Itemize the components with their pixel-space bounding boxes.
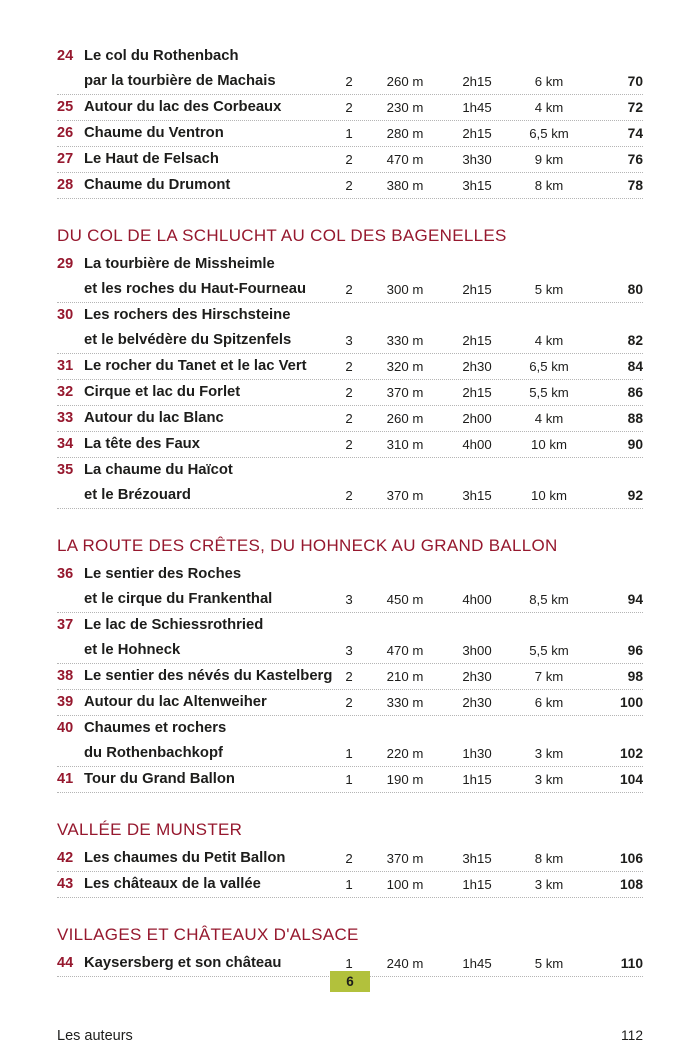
elevation-value: 260 m (386, 74, 424, 89)
toc-row (57, 121, 643, 147)
elevation-value: 370 m (386, 385, 424, 400)
hike-title-line: par la tourbière de Machais (84, 73, 276, 89)
hike-title (84, 303, 330, 353)
section-heading: VILLAGES ET CHÂTEAUX D'ALSACE (57, 925, 359, 944)
distance-value: 10 km (531, 437, 567, 452)
difficulty-value: 2 (345, 282, 353, 297)
footer-page-ref: 112 (621, 1028, 643, 1043)
elevation-value: 330 m (386, 695, 424, 710)
toc-section (57, 226, 643, 509)
page-ref: 104 (619, 772, 643, 787)
page-ref: 82 (627, 333, 643, 348)
toc-row (57, 95, 643, 121)
page-ref: 102 (619, 746, 643, 761)
page-ref: 78 (627, 178, 643, 193)
difficulty-value: 2 (345, 152, 353, 167)
hike-title-line: et le cirque du Frankenthal (84, 591, 273, 607)
toc-row (57, 690, 643, 716)
duration-value: 4h00 (462, 592, 492, 607)
hike-number: 31 (57, 358, 74, 374)
duration-value: 2h30 (462, 669, 492, 684)
elevation-value: 220 m (386, 746, 424, 761)
distance-value: 4 km (534, 100, 564, 115)
page-ref: 106 (619, 851, 643, 866)
distance-value: 6,5 km (529, 126, 569, 141)
toc-row (57, 458, 643, 509)
footer-label: Les auteurs (57, 1028, 133, 1044)
toc-row (57, 767, 643, 793)
hike-title (84, 173, 330, 198)
distance-value: 6 km (534, 74, 564, 89)
toc-sections (57, 44, 643, 977)
page-number-badge: 6 (330, 971, 370, 992)
difficulty-value: 3 (345, 592, 353, 607)
hike-title-line: du Rothenbachkopf (84, 745, 223, 761)
page-ref: 98 (627, 669, 643, 684)
hike-title (84, 458, 330, 508)
toc-row (57, 303, 643, 354)
difficulty-value: 2 (345, 359, 353, 374)
hike-title (84, 690, 330, 715)
page-ref: 84 (627, 359, 643, 374)
hike-title-line: La chaume du Haïcot (84, 462, 233, 478)
toc-row (57, 354, 643, 380)
page-ref: 92 (627, 488, 643, 503)
hike-title-line: Tour du Grand Ballon (84, 771, 235, 787)
difficulty-value: 2 (345, 851, 353, 866)
elevation-value: 470 m (386, 152, 424, 167)
hike-number: 34 (57, 436, 74, 452)
difficulty-value: 2 (345, 669, 353, 684)
duration-value: 1h30 (462, 746, 492, 761)
duration-value: 2h30 (462, 359, 492, 374)
page-ref: 96 (627, 643, 643, 658)
page-ref: 110 (620, 956, 643, 971)
elevation-value: 310 m (386, 437, 424, 452)
hike-title-line: Les rochers des Hirschsteine (84, 307, 291, 323)
hike-title (84, 380, 330, 405)
difficulty-value: 1 (345, 956, 353, 971)
hike-title (84, 95, 330, 120)
duration-value: 3h15 (462, 488, 492, 503)
page-badge-container (0, 971, 700, 992)
distance-value: 4 km (534, 333, 564, 348)
page-ref: 76 (627, 152, 643, 167)
toc-row (57, 147, 643, 173)
hike-number: 25 (57, 99, 74, 115)
hike-number: 42 (57, 850, 74, 866)
hike-number: 36 (57, 566, 74, 582)
difficulty-value: 1 (345, 746, 353, 761)
duration-value: 2h00 (462, 411, 492, 426)
hike-number: 29 (57, 256, 74, 272)
footer-row (57, 1023, 643, 1049)
distance-value: 6 km (534, 695, 564, 710)
difficulty-value: 2 (345, 74, 353, 89)
difficulty-value: 2 (345, 437, 353, 452)
elevation-value: 100 m (386, 877, 424, 892)
hike-title-line: Autour du lac Altenweiher (84, 694, 267, 710)
duration-value: 2h15 (462, 385, 492, 400)
hike-title (84, 147, 330, 172)
hike-number: 28 (57, 177, 74, 193)
toc-row (57, 613, 643, 664)
hike-number: 33 (57, 410, 74, 426)
distance-value: 10 km (531, 488, 567, 503)
hike-title (84, 44, 330, 94)
hike-number: 43 (57, 876, 74, 892)
hike-title-line: Le rocher du Tanet et le lac Vert (84, 358, 307, 374)
hike-number: 44 (57, 955, 74, 971)
difficulty-value: 1 (345, 772, 353, 787)
duration-value: 1h15 (462, 877, 492, 892)
difficulty-value: 1 (345, 877, 353, 892)
page-ref: 90 (627, 437, 643, 452)
elevation-value: 330 m (386, 333, 424, 348)
hike-title (84, 872, 330, 897)
hike-number: 41 (57, 771, 74, 787)
hike-title (84, 354, 330, 379)
distance-value: 6,5 km (529, 359, 569, 374)
page-ref: 94 (627, 592, 643, 607)
toc-row (57, 380, 643, 406)
hike-title-line: et le Brézouard (84, 487, 191, 503)
toc-section (57, 44, 643, 199)
hike-number: 27 (57, 151, 74, 167)
hike-title (84, 664, 333, 689)
hike-number: 26 (57, 125, 74, 141)
page-ref: 80 (627, 282, 643, 297)
toc-row (57, 173, 643, 199)
distance-value: 8 km (534, 851, 564, 866)
duration-value: 1h45 (462, 100, 492, 115)
hike-title-line: La tête des Faux (84, 436, 200, 452)
hike-title (84, 613, 330, 663)
elevation-value: 470 m (386, 643, 424, 658)
hike-title (84, 406, 330, 431)
elevation-value: 300 m (386, 282, 424, 297)
hike-number: 35 (57, 462, 74, 478)
difficulty-value: 2 (345, 100, 353, 115)
distance-value: 7 km (534, 669, 564, 684)
hike-title-line: et le Hohneck (84, 642, 181, 658)
duration-value: 1h45 (462, 956, 492, 971)
elevation-value: 240 m (386, 956, 424, 971)
section-heading: LA ROUTE DES CRÊTES, DU HOHNECK AU GRAND BALLON (57, 536, 558, 555)
hike-title-line: Les châteaux de la vallée (84, 876, 261, 892)
hike-title (84, 562, 330, 612)
distance-value: 5,5 km (529, 385, 569, 400)
hike-title-line: Le sentier des Roches (84, 566, 242, 582)
duration-value: 2h15 (462, 126, 492, 141)
page-ref: 70 (627, 74, 643, 89)
elevation-value: 190 m (386, 772, 424, 787)
page-ref: 86 (627, 385, 643, 400)
elevation-value: 370 m (386, 488, 424, 503)
difficulty-value: 2 (345, 695, 353, 710)
hike-number: 30 (57, 307, 74, 323)
elevation-value: 210 m (386, 669, 424, 684)
difficulty-value: 2 (345, 385, 353, 400)
difficulty-value: 3 (345, 333, 353, 348)
hike-title (84, 767, 330, 792)
hike-title-line: La tourbière de Missheimle (84, 256, 275, 272)
hike-title (84, 252, 330, 302)
distance-value: 3 km (534, 746, 564, 761)
toc-section (57, 820, 643, 898)
distance-value: 3 km (534, 772, 564, 787)
duration-value: 4h00 (462, 437, 492, 452)
section-heading: DU COL DE LA SCHLUCHT AU COL DES BAGENELLES (57, 226, 507, 245)
duration-value: 2h30 (462, 695, 492, 710)
page-ref: 74 (627, 126, 643, 141)
toc-row (57, 432, 643, 458)
toc-row (57, 664, 643, 690)
elevation-value: 280 m (386, 126, 424, 141)
hike-title (84, 716, 330, 766)
toc-row (57, 846, 643, 872)
toc-row (57, 252, 643, 303)
distance-value: 3 km (534, 877, 564, 892)
duration-value: 3h15 (462, 178, 492, 193)
distance-value: 8,5 km (529, 592, 569, 607)
hike-title-line: Autour du lac des Corbeaux (84, 99, 282, 115)
elevation-value: 230 m (386, 100, 424, 115)
duration-value: 3h15 (462, 851, 492, 866)
difficulty-value: 1 (345, 126, 353, 141)
difficulty-value: 3 (345, 643, 353, 658)
hike-title-line: Chaume du Ventron (84, 125, 224, 141)
distance-value: 5,5 km (529, 643, 569, 658)
hike-number: 39 (57, 694, 74, 710)
duration-value: 3h00 (462, 643, 492, 658)
page-ref: 72 (627, 100, 643, 115)
elevation-value: 380 m (386, 178, 424, 193)
duration-value: 2h15 (462, 74, 492, 89)
hike-number: 24 (57, 48, 74, 64)
toc-section (57, 536, 643, 793)
toc-row (57, 562, 643, 613)
duration-value: 2h15 (462, 333, 492, 348)
hike-title-line: Le Haut de Felsach (84, 151, 219, 167)
duration-value: 3h30 (462, 152, 492, 167)
elevation-value: 370 m (386, 851, 424, 866)
hike-number: 37 (57, 617, 74, 633)
hike-title-line: Autour du lac Blanc (84, 410, 224, 426)
duration-value: 2h15 (462, 282, 492, 297)
page-ref: 108 (619, 877, 643, 892)
hike-title-line: Le lac de Schiessrothried (84, 617, 264, 633)
hike-title (84, 846, 330, 871)
toc-row (57, 44, 643, 95)
distance-value: 8 km (534, 178, 564, 193)
toc-section (57, 925, 643, 977)
hike-title-line: Le sentier des névés du Kastelberg (84, 668, 333, 684)
toc-row (57, 872, 643, 898)
page-ref: 100 (619, 695, 643, 710)
hike-title-line: Les chaumes du Petit Ballon (84, 850, 286, 866)
difficulty-value: 2 (345, 488, 353, 503)
elevation-value: 320 m (386, 359, 424, 374)
hike-title-line: et le belvédère du Spitzenfels (84, 332, 292, 348)
hike-title-line: et les roches du Haut-Fourneau (84, 281, 306, 297)
page-ref: 88 (627, 411, 643, 426)
difficulty-value: 2 (345, 178, 353, 193)
hike-number: 38 (57, 668, 74, 684)
section-heading: VALLÉE DE MUNSTER (57, 820, 243, 839)
hike-title (84, 432, 330, 457)
hike-title-line: Chaume du Drumont (84, 177, 231, 193)
hike-title-line: Le col du Rothenbach (84, 48, 239, 64)
duration-value: 1h15 (462, 772, 492, 787)
elevation-value: 450 m (386, 592, 424, 607)
distance-value: 4 km (534, 411, 564, 426)
hike-title-line: Cirque et lac du Forlet (84, 384, 241, 400)
hike-title (84, 121, 330, 146)
toc-row (57, 716, 643, 767)
toc-row (57, 406, 643, 432)
hike-number: 40 (57, 720, 74, 736)
distance-value: 5 km (534, 956, 564, 971)
elevation-value: 260 m (386, 411, 424, 426)
hike-title-line: Chaumes et rochers (84, 720, 227, 736)
hike-number: 32 (57, 384, 74, 400)
distance-value: 9 km (534, 152, 564, 167)
difficulty-value: 2 (345, 411, 353, 426)
distance-value: 5 km (534, 282, 564, 297)
hike-title-line: Kaysersberg et son château (84, 955, 282, 971)
